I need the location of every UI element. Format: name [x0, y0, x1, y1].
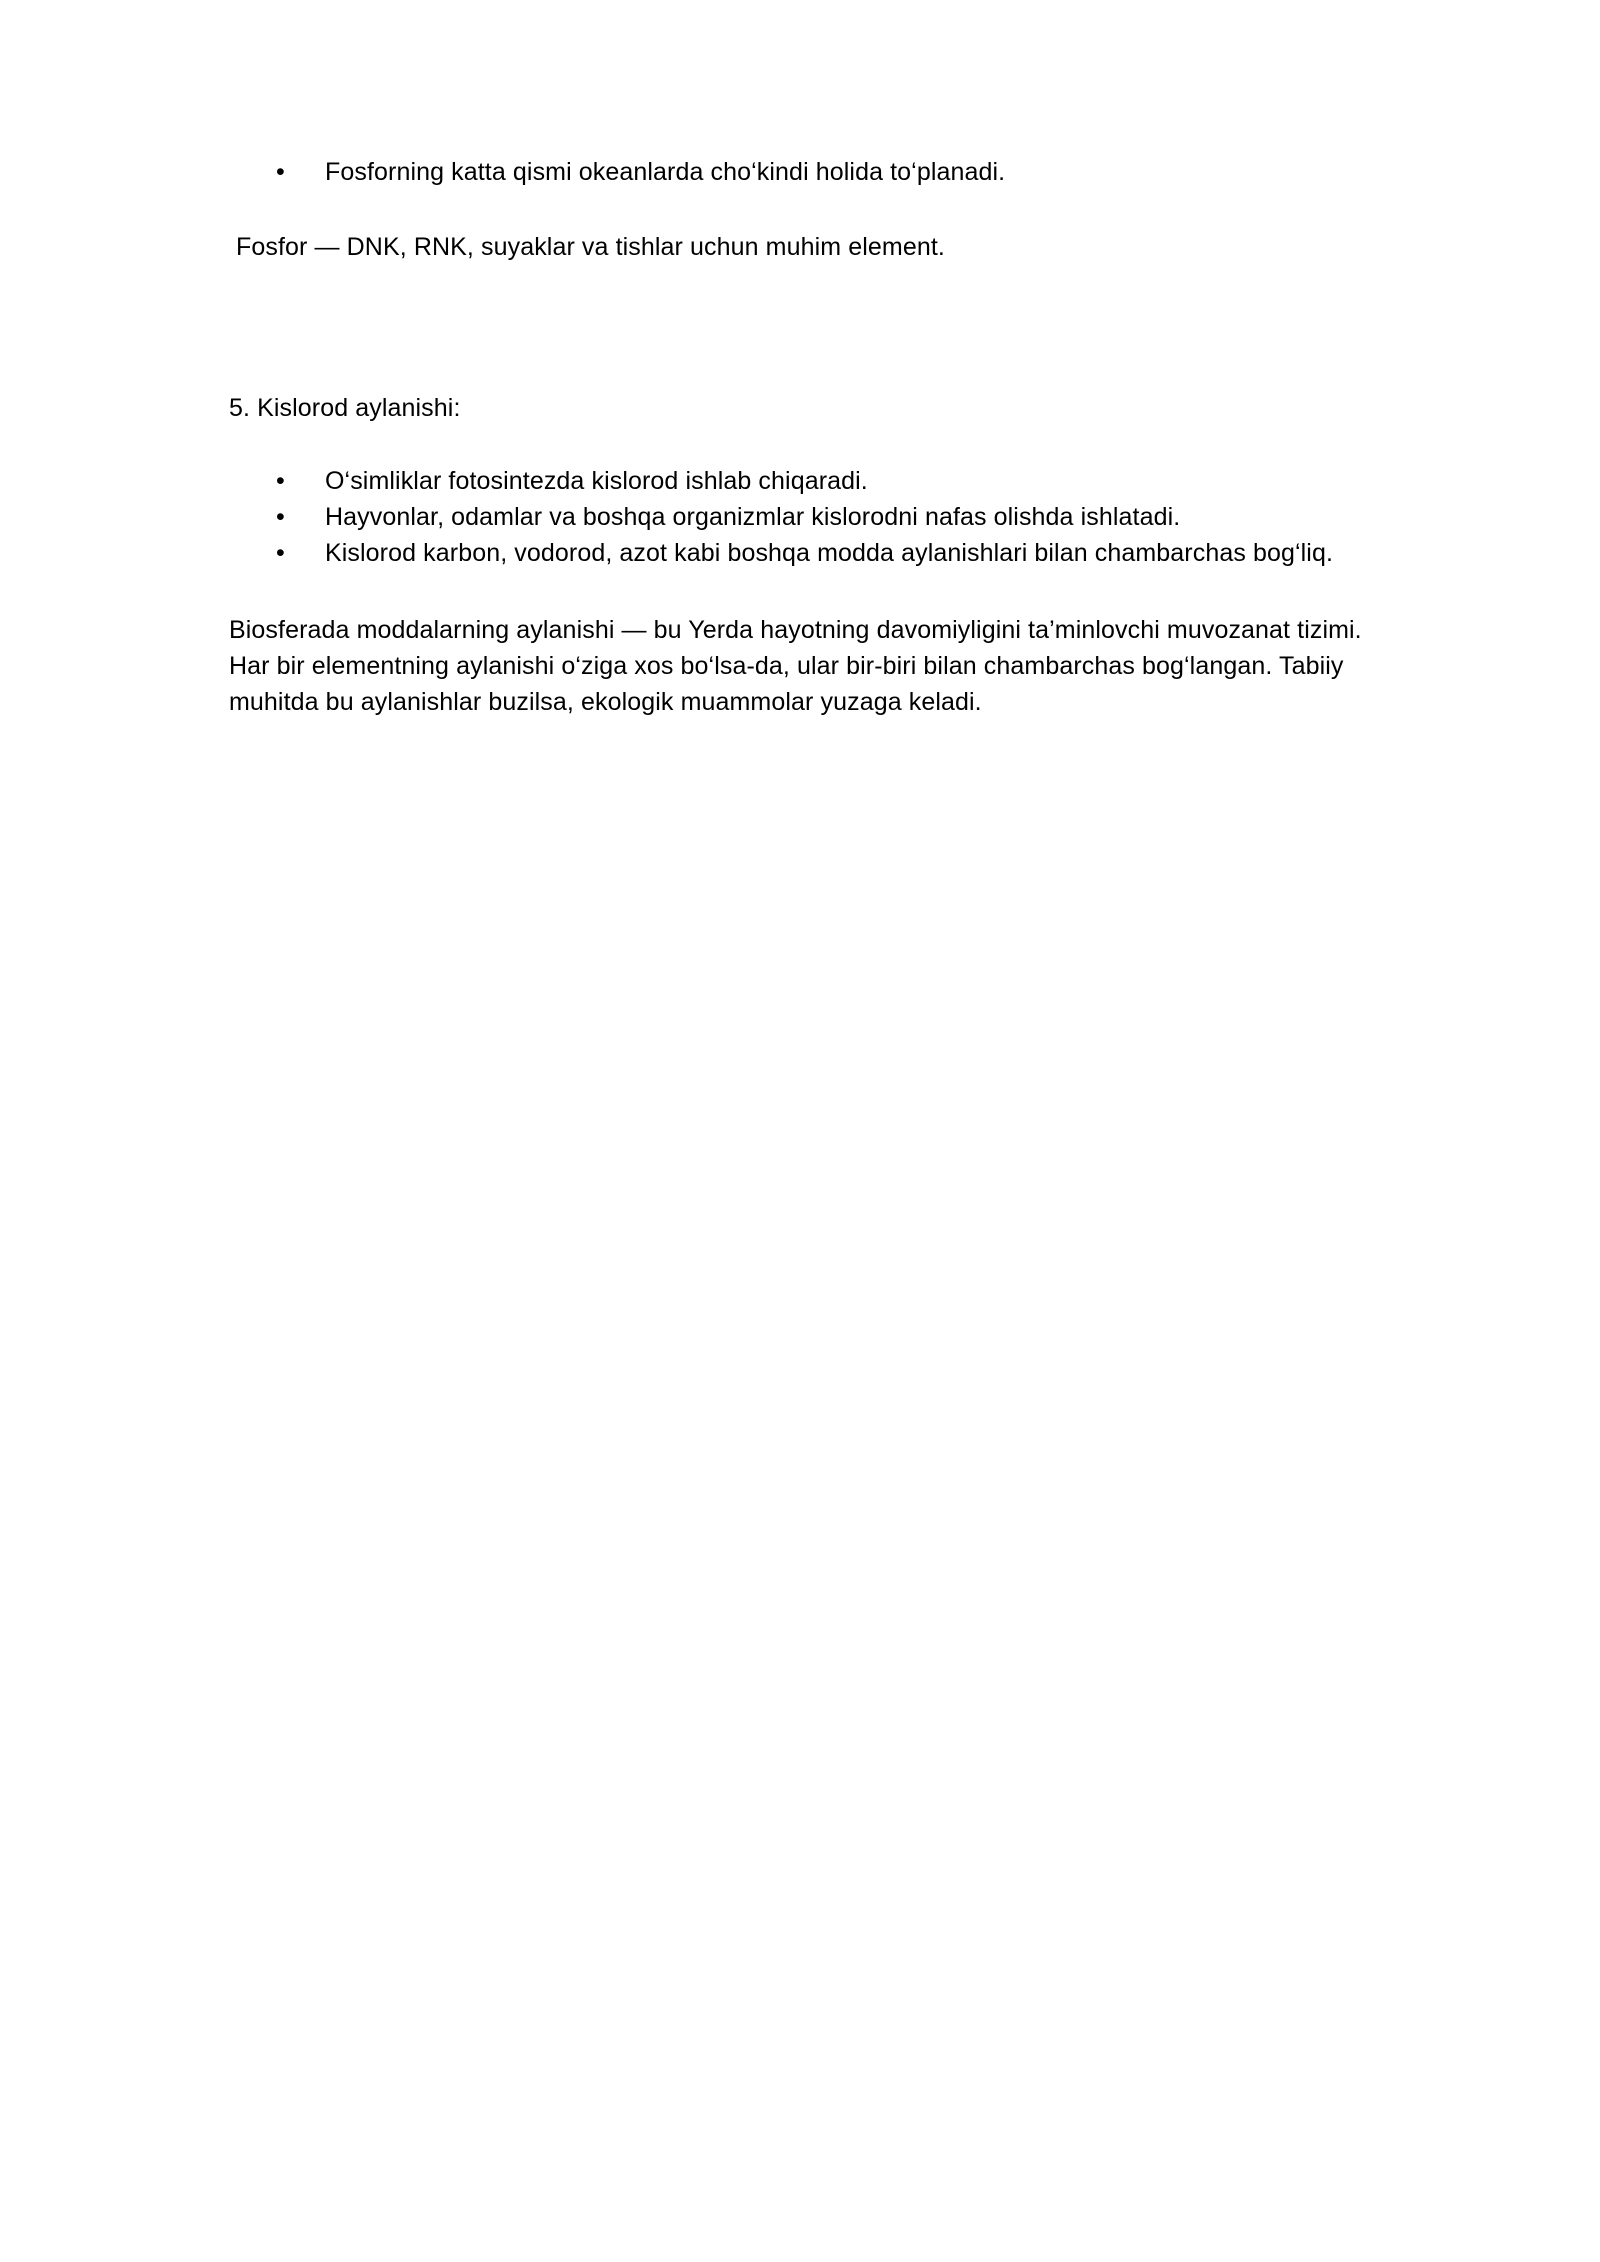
oxygen-bullet-list	[0, 463, 1333, 571]
phosphorus-bullet-list	[0, 154, 1005, 190]
conclusion-paragraph	[229, 612, 1529, 720]
bullet-text: Fosforning katta qismi okeanlarda cho‘kindi holida to‘planadi.	[325, 158, 1006, 186]
bullet-icon: •	[276, 539, 285, 567]
bullet-text: O‘simliklar fotosintezda kislorod ishlab chiqaradi.	[325, 467, 868, 495]
list-item	[0, 154, 1005, 190]
conclusion-line: Har bir elementning aylanishi o‘ziga xos bo‘lsa-da, ular bir-biri bilan chambarchas bog‘langan. Tabiiy	[229, 652, 1344, 680]
phosphorus-summary: Fosfor — DNK, RNK, suyaklar va tishlar uchun muhim element.	[236, 233, 945, 261]
conclusion-line: muhitda bu aylanishlar buzilsa, ekologik muammolar yuzaga keladi.	[229, 688, 982, 716]
list-item	[0, 499, 1333, 535]
list-item	[0, 535, 1333, 571]
bullet-icon: •	[276, 467, 285, 495]
list-item	[0, 463, 1333, 499]
bullet-text: Hayvonlar, odamlar va boshqa organizmlar kislorodni nafas olishda ishlatadi.	[325, 503, 1181, 531]
conclusion-line: Biosferada moddalarning aylanishi — bu Yerda hayotning davomiyligini ta’minlovchi muvozanat tizimi.	[229, 616, 1362, 644]
bullet-icon: •	[276, 503, 285, 531]
bullet-text: Kislorod karbon, vodorod, azot kabi boshqa modda aylanishlari bilan chambarchas bog‘liq.	[325, 539, 1334, 567]
section-heading: 5. Kislorod aylanishi:	[229, 394, 461, 422]
bullet-icon: •	[276, 158, 285, 186]
